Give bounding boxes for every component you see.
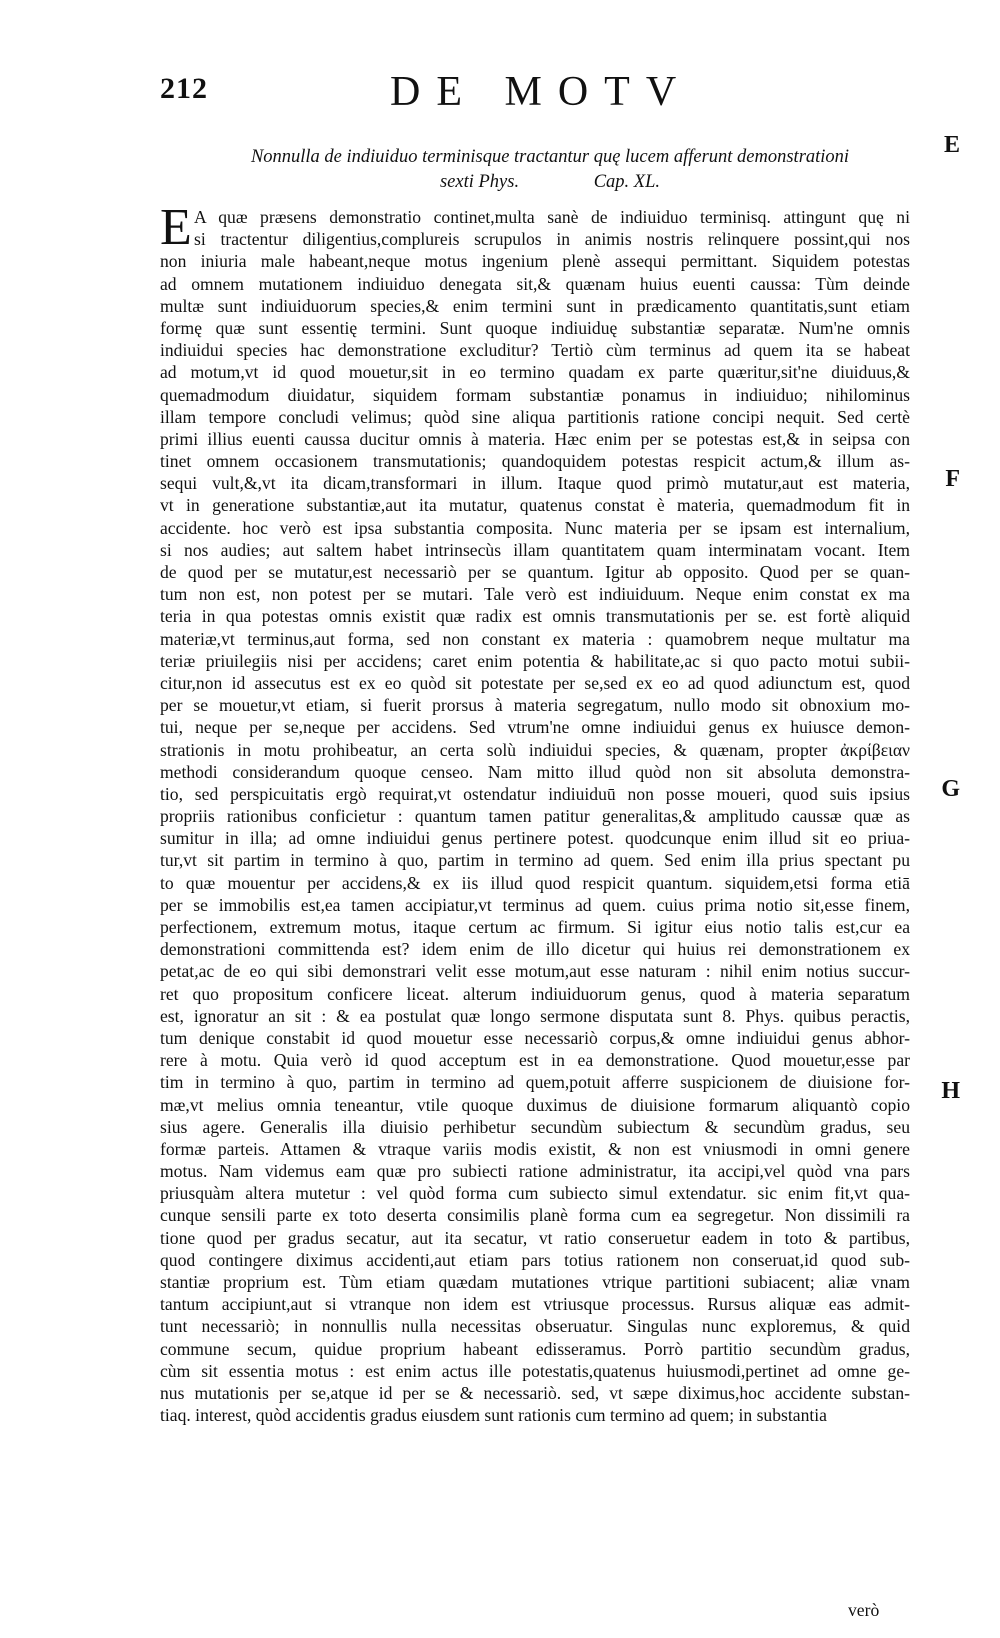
text-line: ad omnem mutationem indiuiduo denegata sit,& quænam huius euenti caussa: Tùm deinde (160, 273, 910, 294)
margin-letter-f: F (945, 466, 960, 492)
text-line: tui, neque per se,neque per accidens. Sed vtrum'ne omne indiuidui genus ex huiusce demon- (160, 717, 910, 738)
text-line: non iniuria male habeant,neque motus ingenium plenè assequi permittant. Siquidem potestas (160, 251, 910, 272)
text-line: A quæ præsens demonstratio continet,multa sanè de indiuiduo terminisq. attingunt quę ni (194, 207, 910, 227)
text-line: est, ignoratur an sit : & ea postulat quæ longo sermone disputata sunt 8. Phys. quibus peractis, (160, 1005, 910, 1026)
text-line: per se mouetur,vt etiam, si fuerit prorsus à materia segregatum, nullo modo sit obnoxium mo- (160, 695, 910, 716)
text-line: cùm sit essentia motus : est enim actus ille potestatis,quatenus huiusmodi,pertinet ad omne ge- (160, 1360, 910, 1381)
text-line: priusquàm altera mutetur : vel quòd forma cum subiecto simul extendatur. sic enim fit,vt qua- (160, 1183, 910, 1204)
text-line: mæ,vt melius omnia teneantur, vtile quoque duximus de diuisione formarum aliquantò copio (160, 1094, 910, 1115)
page-number: 212 (160, 72, 208, 105)
text-line: quod contingere diximus accidenti,aut etiam pars totius rationem non conseruat,id quod sub- (160, 1249, 910, 1270)
drop-cap: E (160, 199, 192, 256)
text-line: sumitur in illa; ad omne indiuidui genus pertinere potest. quodcunque enim illud sit eo priua- (160, 828, 910, 849)
text-line: tione quod per gradus secatur, aut ita secatur, vt ratio conseruetur eadem in toto & partibus, (160, 1227, 910, 1248)
text-line: tiaq. interest, quòd accidentis gradus eiusdem sunt rationis cum termino ad quem; in substantia (160, 1405, 827, 1426)
text-line: multæ sunt indiuiduorum species,& enim termini sunt in prædicamento quantitatis,sunt etiam (160, 295, 910, 316)
text-line: commune secum, quidue proprium habeant edisseramus. Porrò partitio secundùm gradus, (160, 1338, 910, 1359)
chapter-label: Cap. XL. (593, 172, 661, 192)
running-title: DE MOTV (390, 69, 693, 115)
text-line: petat,ac de eo qui sibi demonstrari velit esse motum,aut esse naturam : nihil enim notius succur- (160, 961, 910, 982)
text-line: tinet omnem occasionem transmutationis; quandoquidem potestas respicit actum,& illum as- (160, 451, 910, 472)
text-line: tunt necessariò; in nonnullis nulla necessitas obseruatur. Singulas nunc exploremus, & quid (160, 1316, 910, 1337)
text-line: ad motum,vt id quod mouetur,sit in eo termino quadam ex parte quæritur,sit'ne diuiduus,& (160, 362, 910, 383)
text-line: teria in qua potestas omnis existit quæ radix est omnis transmutationis per se. est fortè aliquid (160, 606, 910, 627)
text-line: teriæ priuilegiis nisi per accidens; caret enim potentia & habilitate,ac si quo pacto motui subii- (160, 650, 910, 671)
text-line: de quod per se mutatur,est necessariò per se quantum. Igitur ab opposito. Quod per se quan- (160, 562, 910, 582)
text-line: tum denique constabit id quod mouetur esse necessariò corpus,& omne indiuidui genus abhor- (160, 1027, 910, 1048)
text-line: tur,vt sit partim in termino à quo, partim in termino ad quem. Sed enim illa prius spectant pu (160, 850, 910, 871)
text-line: vt in generatione substantiæ,aut ita mutatur, quatenus constat è materia, quemadmodum fit in (160, 495, 910, 516)
text-line: nus mutationis per se,atque id per se & necessariò. sed, vt sæpe diximus,hoc accidente substan- (160, 1382, 910, 1403)
text-line: propriis rationibus conficietur : quantum tamen patitur generalitas,& amplitudo caussæ quæ as (160, 806, 910, 827)
text-line: primi illius euenti caussa ducitur omnis à materia. Hæc enim per se potestas est,& in seipsa con (160, 428, 910, 449)
text-line: formę quæ sunt essentię termini. Sunt quoque indiuiduę substantiæ separatæ. Num'ne omnis (160, 317, 910, 338)
text-line: formæ parteis. Attamen & vtraque variis modis existit, & non est vniusmodi in omni genere (160, 1138, 910, 1159)
text-line: perfectionem, extremum motus, itaque certum ac firmum. Si igitur eius notio talis est,cur ea (160, 917, 910, 937)
text-line: tum non est, non potest per se mutari. Tale verò est indiuiduum. Neque enim constat ex ma (160, 584, 910, 605)
text-line: ret quo propositum conficere liceat. alterum indiuiduorum genus, quod à materia separatum (160, 983, 910, 1004)
text-line: cunque sensili parte ex toto deserta consimilis planè forma cum ea segregetur. Non dissimili ra (160, 1205, 910, 1226)
margin-letter-e: E (943, 132, 960, 158)
chapter-title-line-1: Nonnulla de indiuiduo terminisque tractantur quę lucem afferunt demonstrationi (250, 147, 850, 167)
chapter-title-line-2 (200, 170, 900, 195)
text-line: citur,non id assecutus est ex eo quòd sit potestate per se,sed ex eo ad quod adiunctum est, quod (160, 672, 910, 693)
chapter-title (200, 145, 900, 195)
text-line: illam tempore concludi velimus; quòd sine aliqua partitionis ratione concipi nequit. Sed certè (160, 406, 910, 427)
text-line: demonstrationi committenda est? idem enim de illo dicetur qui huius rei demonstrationem ex (160, 939, 910, 960)
text-line: methodi considerandum quoque censeo. Nam mitto illud quòd non sit absoluta demonstra- (160, 761, 910, 782)
text-line: si nos audies; aut saltem habet intrinsecùs illam quantitatem quam interminatam vocant. Item (160, 539, 910, 560)
text-line: to quæ mouentur per accidens,& ex iis illud quod respicit quantum. siquidem,etsi forma etiā (160, 872, 910, 893)
text-line: tim in termino à quo, partim in termino ad quem,potuit afferre suspicionem de diuisione for- (160, 1072, 910, 1093)
running-head (160, 68, 940, 118)
text-line: si tractentur diligentius,complureis scrupulos in animis nostris relinquere possint,qui nos (194, 229, 910, 250)
text-line: per se immobilis est,ea tamen accipiatur,vt terminus ad quem. cuius prima notio sit,esse finem, (160, 894, 910, 915)
text-line: materiæ,vt terminus,aut forma, sed non constant ex materia : quamobrem neque multatur ma (160, 628, 910, 649)
chapter-title-phys: sexti Phys. (439, 172, 520, 192)
text-line: tantum accipiunt,aut si vtranque non idem est vtriusque processus. Rursus aliquæ eas admit- (160, 1294, 910, 1315)
text-line: tio, sed perspicuitatis ergò requirat,vt ostendatur indiuiduū non posse moueri, quod suis ipsius (160, 783, 910, 804)
text-line: accidente. hoc verò est ipsa substantia composita. Nunc materia per se ipsam est internalium, (160, 517, 910, 538)
text-line: quemadmodum diuidatur, siquidem formam substantiæ ponamus in indiuiduo; nihilominus (160, 384, 910, 405)
text-line: stantiæ proprium est. Tùm etiam quædam mutationes vtrique partitioni subiacent; aliæ vnam (160, 1272, 910, 1292)
text-line: sius agere. Generalis illa diuisio perhibetur secundùm subiectum & secundùm gradus, seu (160, 1116, 910, 1137)
body-text (160, 199, 910, 1426)
text-line: sequi vult,&,vt ita dicam,transformari in illum. Itaque quod primò mutatur,aut est materia, (160, 473, 910, 494)
catchword: verò (848, 1600, 880, 1620)
margin-letter-h: H (941, 1078, 960, 1104)
text-line: indiuidui species hac demonstratione excluditur? Tertiò cùm terminus ad quem ita se habeat (160, 340, 910, 361)
text-line: rere à motu. Quia verò id quod acceptum est in ea demonstratione. Quod mouetur,esse par (160, 1050, 910, 1071)
text-line: strationis in motu prohibeatur, an certa solù indiuidui species, & quænam, propter ἀκρίβειαν (160, 739, 910, 760)
text-line: motus. Nam videmus eam quæ pro subiecti ratione administratur, ita accipi,vel quòd vna pars (160, 1161, 910, 1182)
margin-letter-g: G (941, 776, 960, 802)
